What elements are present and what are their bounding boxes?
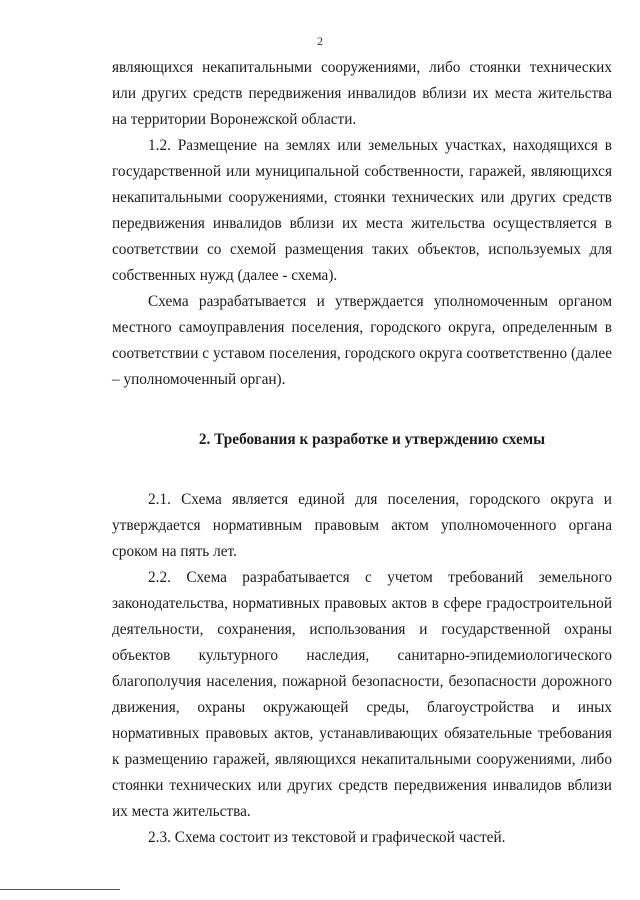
spacer xyxy=(112,453,612,487)
paragraph-schema-approval: Схема разрабатывается и утверждается уполномоченным органом местного самоуправления поселения, городского округа, определенным в соответствии с уставом поселения, городского округа соответственно (далее – уполномоченный орган). xyxy=(112,293,612,388)
paragraph-continuation: являющихся некапитальными сооружениями, либо стоянки технических или других средств передвижения инвалидов вблизи их места жительства на территории Воронежской области. xyxy=(112,59,612,128)
page-number: 2 xyxy=(317,34,323,48)
spacer xyxy=(112,393,612,427)
paragraph-2-2: 2.2. Схема разрабатывается с учетом требований земельного законодательства, нормативных правовых актов в сфере градостроительной деятельности, сохранения, использования и государственной охраны объектов культурного наследия, санитарно-эпидемиологического благополучия населения, пожарной безопасности, безопасности дорожного движения, охраны окружающей среды, благоустройства и иных нормативных правовых актов, устанавливающих обязательные требования к размещению гаражей, являющихся некапитальными сооружениями, либо стоянки технических или других средств передвижения инвалидов вблизи их места жительства. xyxy=(112,569,612,820)
section-heading: 2. Требования к разработке и утверждению схемы xyxy=(198,431,546,448)
paragraph-2-3: 2.3. Схема состоит из текстовой и графической частей. xyxy=(148,829,506,846)
paragraph-1-2: 1.2. Размещение на землях или земельных участках, находящихся в государственной или муниципальной собственности, гаражей, являющихся некапитальными сооружениями, стоянки технических или других средств передвижения инвалидов вблизи их места жительства осуществляется в соответствии со схемой размещения таких объектов, используемых для собственных нужд (далее - схема). xyxy=(112,137,612,284)
document-body xyxy=(112,55,612,851)
paragraph-2-1: 2.1. Схема является единой для поселения, городского округа и утверждается нормативным правовым актом уполномоченного органа сроком на пять лет. xyxy=(112,491,612,560)
scan-edge-line xyxy=(0,889,120,890)
